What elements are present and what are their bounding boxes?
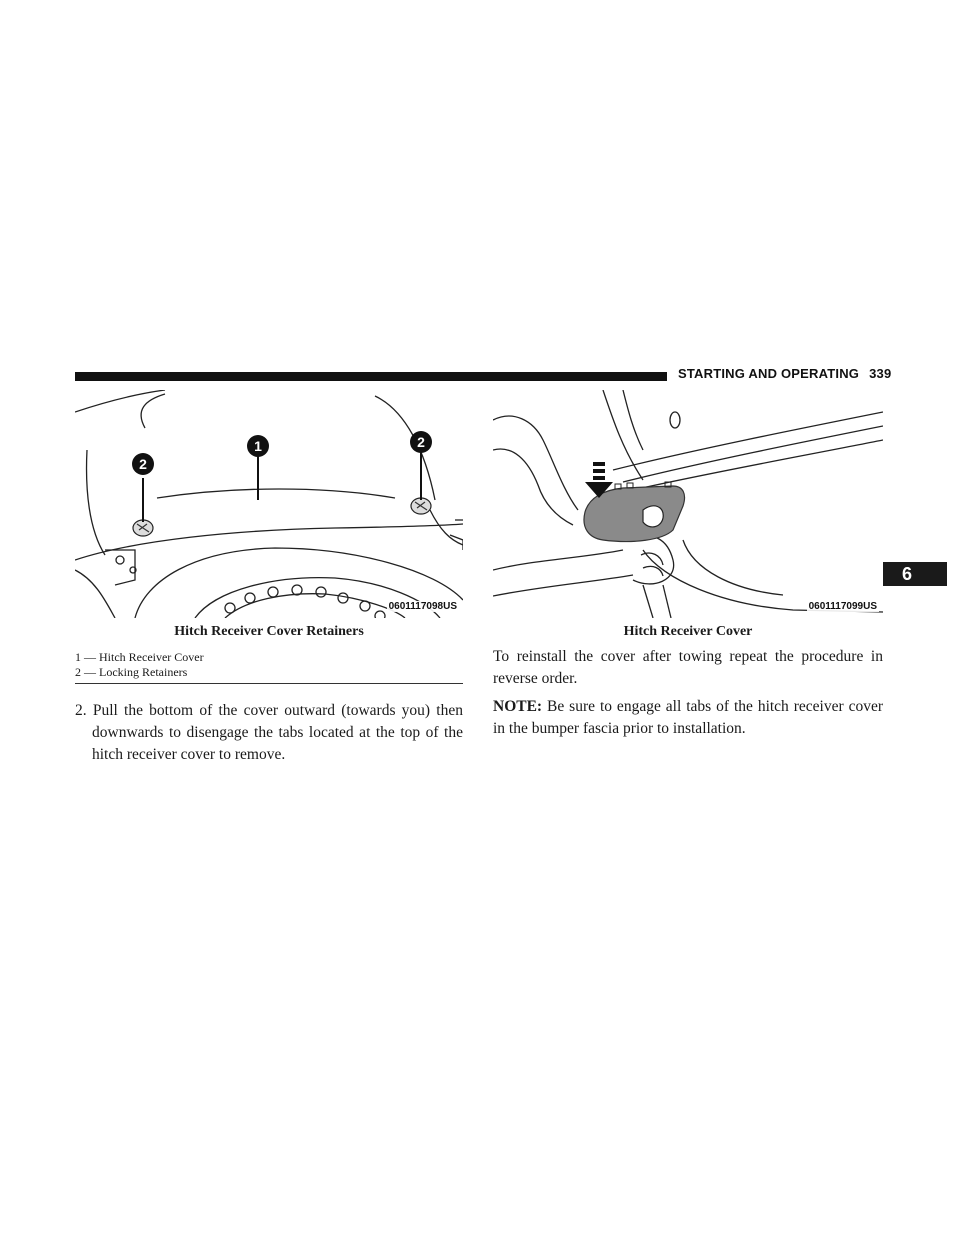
svg-text:2: 2 [139,456,147,472]
chapter-tab: 6 [867,562,947,586]
header-rule [75,372,667,381]
legend-item-1: 1 — Hitch Receiver Cover [75,650,204,664]
note-text: Be sure to engage all tabs of the hitch receiver cover in the bumper fascia prior to installation. [493,698,883,737]
page-number: 339 [869,366,892,381]
callout-1 [247,435,269,457]
figure-caption-right: Hitch Receiver Cover [623,624,753,639]
step-2-text: 2. Pull the bottom of the cover outward (towards you) then downwards to disengage the tabs located at the top of the hitch receiver cover to remove. [75,702,463,763]
figure-caption-left: Hitch Receiver Cover Retainers [174,624,364,639]
figure-code: 0601117098US [388,601,457,612]
figure-code: 0601117099US [808,601,877,612]
callout-2-left [132,453,154,475]
hand-removing-cover-illustration [493,390,883,618]
legend-item-2: 2 — Locking Retainers [75,665,188,679]
figure-hitch-receiver-cover-retainers [75,390,463,618]
svg-text:1: 1 [254,438,262,454]
running-header [678,366,892,381]
note-paragraph [493,696,883,740]
callout-2-right [410,431,432,453]
legend-rule [75,683,463,684]
reinstall-paragraph: To reinstall the cover after towing repeat the procedure in reverse order. [493,648,883,687]
figure-hitch-receiver-cover [493,390,883,618]
bumper-illustration [75,390,463,618]
figure-legend [75,650,463,680]
note-label: NOTE: [493,698,543,715]
svg-text:2: 2 [417,434,425,450]
section-title: STARTING AND OPERATING [678,366,860,381]
